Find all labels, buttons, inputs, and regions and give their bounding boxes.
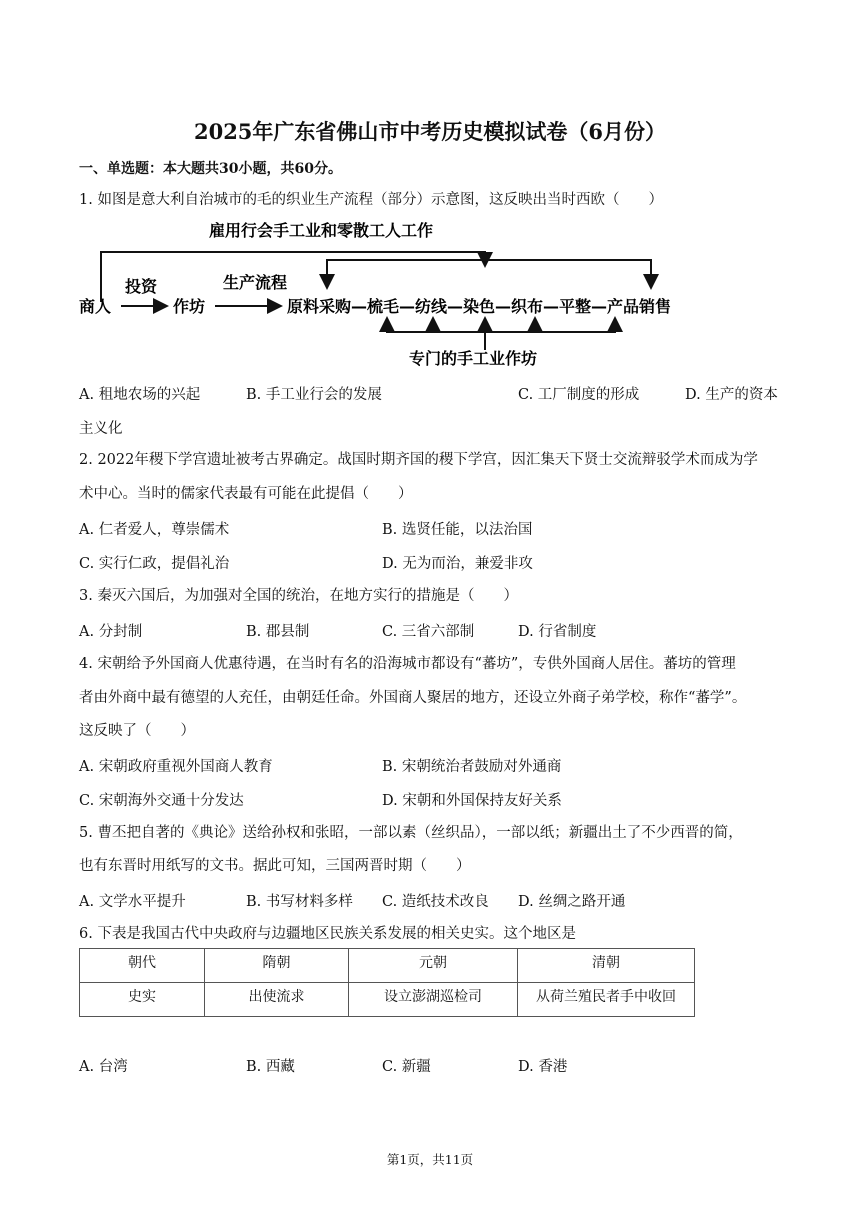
question-3-stem: 3. 秦灭六国后，为加强对全国的统治，在地方实行的措施是（ ） (79, 588, 518, 604)
table-cell: 出使流求 (205, 983, 349, 1017)
table-cell: 清朝 (518, 949, 695, 983)
q6-option-d[interactable]: D. 香港 (518, 1059, 568, 1075)
question-1-stem: 1. 如图是意大利自治城市的毛的织业生产流程（部分）示意图，这反映出当时西欧（ ） (79, 192, 663, 208)
table-cell: 元朝 (349, 949, 518, 983)
q3-option-a[interactable]: A. 分封制 (79, 624, 143, 640)
table-cell: 隋朝 (205, 949, 349, 983)
q1-option-a[interactable]: A. 租地农场的兴起 (79, 387, 201, 403)
q4-option-a[interactable]: A. 宋朝政府重视外国商人教育 (79, 759, 273, 775)
diagram-workshop: 作坊 (173, 297, 206, 316)
table-cell: 设立澎湖巡检司 (349, 983, 518, 1017)
q5-option-a[interactable]: A. 文学水平提升 (79, 894, 186, 910)
history-table (79, 948, 695, 1017)
q6-option-c[interactable]: C. 新疆 (382, 1059, 431, 1075)
diagram-top-label: 雇用行会手工业和零散工人工作 (209, 221, 434, 240)
question-4-stem-1: 4. 宋朝给予外国商人优惠待遇，在当时有名的沿海城市都设有“蕃坊”，专供外国商人居住。蕃坊的管理 (79, 656, 736, 672)
q3-option-d[interactable]: D. 行省制度 (518, 624, 597, 640)
table-cell: 朝代 (80, 949, 205, 983)
diagram-invest: 投资 (125, 277, 158, 296)
q1-option-c[interactable]: C. 工厂制度的形成 (518, 387, 640, 403)
table-cell: 从荷兰殖民者手中收回 (518, 983, 695, 1017)
table-cell: 史实 (80, 983, 205, 1017)
diagram-bottom-label: 专门的手工业作坊 (409, 349, 538, 368)
q2-option-b[interactable]: B. 选贤任能，以法治国 (382, 522, 533, 538)
table-header-row (80, 949, 695, 983)
page-footer: 第1页，共11页 (386, 1152, 474, 1167)
diagram-merchant: 商人 (79, 297, 112, 316)
q6-option-b[interactable]: B. 西藏 (246, 1059, 295, 1075)
q2-option-a[interactable]: A. 仁者爱人，尊崇儒术 (79, 522, 230, 538)
question-2-stem-1: 2. 2022年稷下学宫遗址被考古界确定。战国时期齐国的稷下学宫，因汇集天下贤士交流辩驳学术而成为学 (79, 452, 758, 468)
q5-option-b[interactable]: B. 书写材料多样 (246, 894, 353, 910)
diagram-process: 生产流程 (223, 273, 288, 292)
question-2-stem-2: 术中心。当时的儒家代表最有可能在此提倡（ ） (79, 486, 413, 502)
q4-option-d[interactable]: D. 宋朝和外国保持友好关系 (382, 793, 562, 809)
section-heading: 一、单选题：本大题共30小题，共60分。 (79, 161, 342, 177)
q1-option-b[interactable]: B. 手工业行会的发展 (246, 387, 382, 403)
diagram-chain: 原料采购—梳毛—纺线—染色—织布—平整—产品销售 (287, 297, 672, 316)
q4-option-b[interactable]: B. 宋朝统治者鼓励对外通商 (382, 759, 562, 775)
production-flow-diagram (79, 214, 689, 374)
q2-option-d[interactable]: D. 无为而治，兼爱非攻 (382, 556, 533, 572)
question-6-stem: 6. 下表是我国古代中央政府与边疆地区民族关系发展的相关史实。这个地区是 (79, 926, 576, 942)
q5-option-c[interactable]: C. 造纸技术改良 (382, 894, 489, 910)
question-5-stem-2: 也有东晋时用纸写的文书。据此可知，三国两晋时期（ ） (79, 858, 471, 874)
table-row (80, 983, 695, 1017)
q3-option-b[interactable]: B. 郡县制 (246, 624, 310, 640)
q4-option-c[interactable]: C. 宋朝海外交通十分发达 (79, 793, 244, 809)
question-4-stem-3: 这反映了（ ） (79, 723, 195, 739)
page-title: 2025年广东省佛山市中考历史模拟试卷（6月份） (193, 119, 667, 144)
q1-option-d-cont: 主义化 (79, 421, 123, 437)
q6-option-a[interactable]: A. 台湾 (79, 1059, 128, 1075)
q1-option-d[interactable]: D. 生产的资本 (685, 387, 778, 403)
q2-option-c[interactable]: C. 实行仁政，提倡礼治 (79, 556, 230, 572)
question-5-stem-1: 5. 曹丕把自著的《典论》送给孙权和张昭，一部以素（丝织品），一部以纸；新疆出土了不少西晋的简， (79, 825, 743, 841)
q5-option-d[interactable]: D. 丝绸之路开通 (518, 894, 626, 910)
question-4-stem-2: 者由外商中最有德望的人充任，由朝廷任命。外国商人聚居的地方，还设立外商子弟学校，称作“蕃学”。 (79, 690, 747, 706)
q3-option-c[interactable]: C. 三省六部制 (382, 624, 475, 640)
